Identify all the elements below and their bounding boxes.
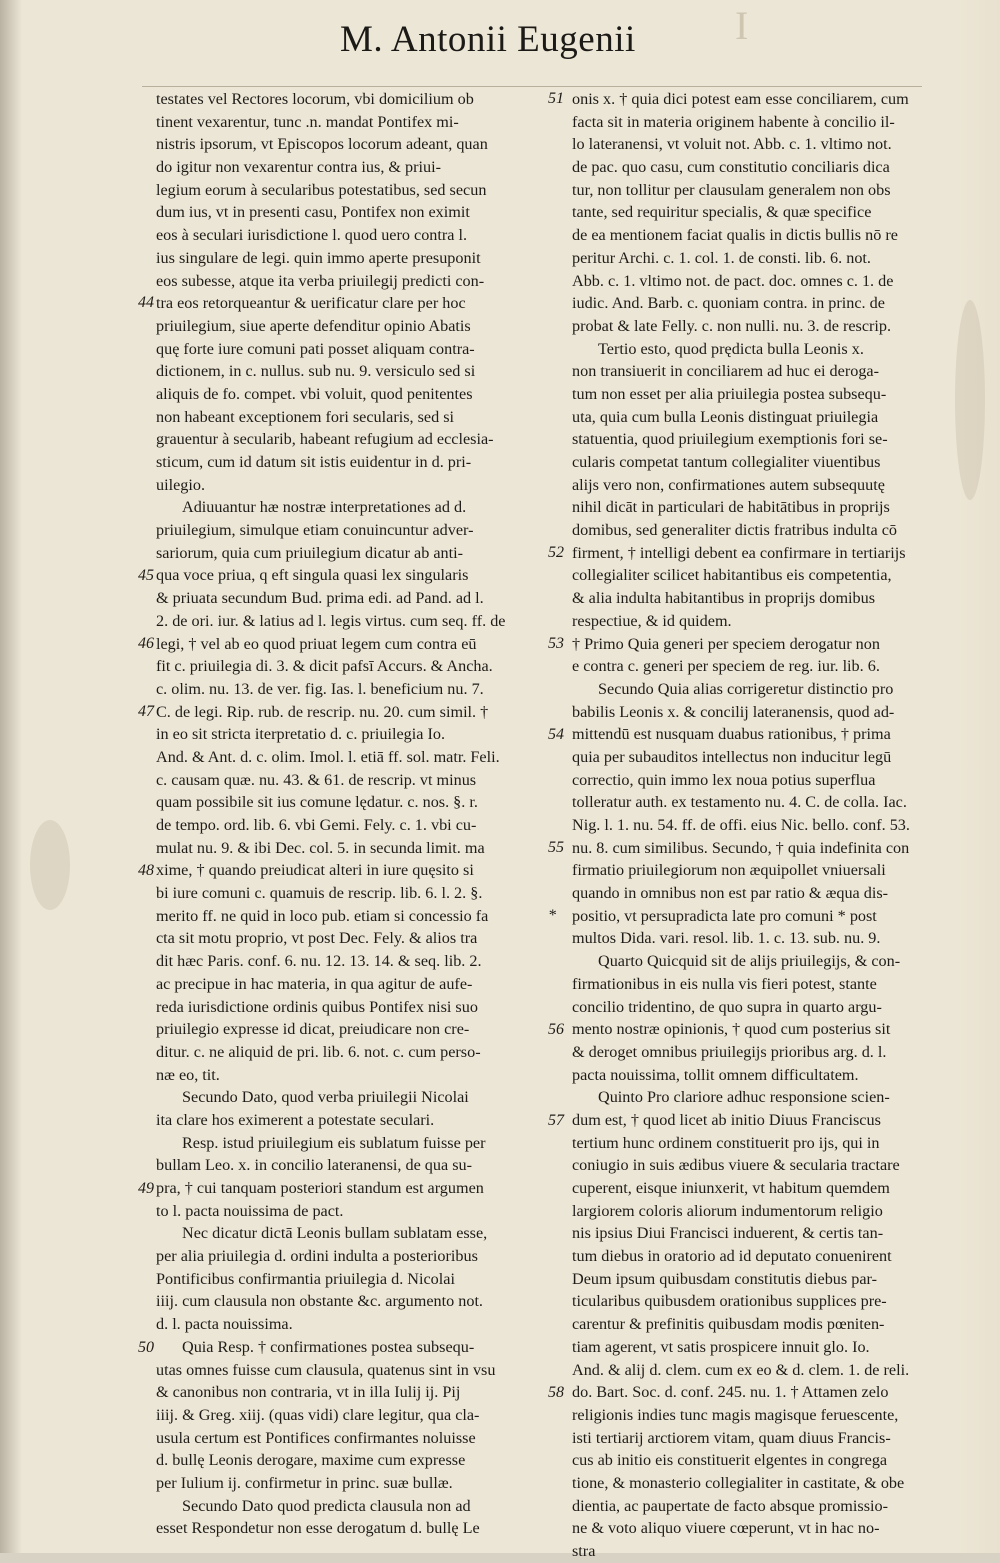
- text-line: tertium hunc ordinem constituerit pro ijs, qui in: [572, 1133, 880, 1152]
- text-line: do. Bart. Soc. d. conf. 245. nu. 1. † Attamen zelo: [572, 1383, 889, 1402]
- text-line: legium eorum à secularibus potestatibus, sed secun: [156, 180, 487, 199]
- margin-note-number: 56: [548, 1020, 564, 1038]
- text-line: fit c. priuilegia di. 3. & dicit pafsī Accurs. & Ancha.: [156, 657, 493, 676]
- text-line: tolleratur auth. ex testamento nu. 4. C. de colla. Iac.: [572, 793, 907, 812]
- text-line: d. bullę Leonis derogare, maxime cum expresse: [156, 1451, 466, 1470]
- text-line: tinent vexarentur, tunc .n. mandat Pontifex mi-: [156, 112, 459, 131]
- text-line: ius singulare de legi. quin immo aperte presuponit: [156, 248, 481, 267]
- gutter-shadow: [0, 0, 22, 1553]
- text-line: ne & voto aliquo viuere cœperunt, vt in hac no-: [572, 1519, 880, 1538]
- text-line: & deroget omnibus priuilegijs prioribus arg. d. l.: [572, 1042, 887, 1061]
- text-line: firment, † intelligi debent ea confirmare in tertiarijs: [572, 543, 906, 562]
- text-line: cus ab initio eis constituerit elgentes in congrega: [572, 1451, 888, 1470]
- text-line: & priuata secundum Bud. prima edi. ad Pand. ad l.: [156, 589, 484, 608]
- text-line: mittendū est nusquam duabus rationibus, † prima: [572, 725, 891, 744]
- margin-note-number: 53: [548, 634, 564, 652]
- text-line: sticum, cum id datum sit istis euidentur in d. pri-: [156, 453, 472, 471]
- text-line: And. & Ant. d. c. olim. Imol. l. etiā ff. sol. matr. Feli.: [156, 747, 500, 766]
- text-line: quando in omnibus non est par ratio & æqua dis-: [572, 884, 889, 903]
- text-line: collegialiter scilicet habitantibus eis competentia,: [572, 566, 892, 585]
- text-line: domibus, sed generaliter dictis fratribus indulta cō: [572, 521, 898, 540]
- text-line: Pontificibus confirmantia priuilegia d. Nicolai: [156, 1269, 455, 1288]
- text-line: & alia indulta habitantibus in proprijs domibus: [572, 589, 876, 608]
- text-line: ac precipue in hac materia, in qua agitur de aufe-: [156, 974, 473, 993]
- text-line: uta, quia cum bulla Leonis distinguat priuilegia: [572, 407, 879, 426]
- text-line: pacta nouissima, tollit omnem difficultatem.: [572, 1065, 859, 1084]
- text-line: dum ius, vt in presenti casu, Pontifex non eximit: [156, 203, 470, 222]
- text-line: dit hæc Paris. conf. 6. nu. 12. 13. 14. & seq. lib. 2.: [156, 952, 482, 971]
- text-line: dictionem, in c. nullus. sub nu. 9. versiculo sed si: [156, 362, 476, 381]
- right-text-column: [572, 88, 934, 1563]
- text-line: legi, † vel ab eo quod priuat legem cum contra eū: [156, 634, 477, 653]
- text-line: priuilegium, siue aperte defenditur opinio Abatis: [156, 316, 471, 335]
- text-line: tione, & monasterio collegialiter in castitate, & obe: [572, 1473, 905, 1492]
- text-line: Quarto Quicquid sit de alijs priuilegijs, & con-: [598, 952, 901, 971]
- text-line: pra, † cui tanquam posteriori standum est argumen: [156, 1179, 484, 1197]
- text-line: tra eos retorqueantur & uerificatur clare per hoc: [156, 294, 466, 313]
- left-text-column: [156, 88, 524, 1540]
- text-line: uilegio.: [156, 475, 206, 494]
- text-line: dientia, ac paupertate de facto absque promissio-: [572, 1496, 888, 1515]
- margin-note-number: 52: [548, 544, 564, 561]
- text-line: nis ipsius Diui Francisci induerent, & certis tan-: [572, 1224, 884, 1243]
- text-line: non transiuerit in conciliarem ad huc ei deroga-: [572, 362, 879, 381]
- text-line: non habeant exceptionem fori secularis, sed si: [156, 407, 455, 426]
- text-line: probat & late Felly. c. non nulli. nu. 3. de rescrip.: [572, 316, 892, 335]
- text-line: xime, † quando preiudicat alteri in iure quęsito si: [156, 861, 474, 880]
- text-line: nu. 8. cum similibus. Secundo, † quia indefinita con: [572, 838, 910, 857]
- text-line: ditur. c. ne aliquid de pri. lib. 6. not. c. cum perso-: [156, 1042, 481, 1061]
- text-line: iiij. cum clausula non obstante &c. argumento not.: [156, 1292, 483, 1311]
- text-line: 2. de ori. iur. & latius ad l. legis virtus. cum seq. ff. de: [156, 611, 506, 630]
- margin-note-number: 54: [548, 725, 564, 743]
- text-line: c. causam quæ. nu. 43. & 61. de rescrip. vt minus: [156, 770, 477, 789]
- text-line: quę forte iure comuni pati posset aliquam contra-: [156, 339, 475, 358]
- text-line: iiij. & Greg. xiij. (quas vidi) clare legitur, qua cla-: [156, 1405, 480, 1424]
- text-line: per alia priuilegia d. ordini indulta a posterioribus: [156, 1247, 478, 1266]
- text-line: bi iure comuni c. quamuis de rescrip. lib. 6. l. 2. §.: [156, 884, 483, 903]
- text-line: tiam agerent, vt satis prospicere innuit glo. Io.: [572, 1337, 870, 1356]
- running-head: M. Antonii Eugenii: [340, 19, 636, 60]
- text-line: nihil dicāt in particulari de habitātibus in proprijs: [572, 498, 890, 517]
- paper-stain: [30, 820, 70, 910]
- text-line: aliquis de fo. compet. vbi voluit, quod penitentes: [156, 384, 473, 403]
- margin-note-number: 55: [548, 839, 564, 857]
- text-line: & canonibus non contraria, vt in illa Iulij ij. Pij: [156, 1383, 461, 1402]
- text-line: Quinto Pro clariore adhuc responsione scien-: [598, 1088, 890, 1107]
- text-line: testates vel Rectores locorum, vbi domicilium ob: [156, 90, 474, 108]
- text-line: nistris ipsorum, vt Episcopos locorum adeant, quan: [156, 135, 488, 154]
- margin-note-number: 48: [138, 861, 154, 879]
- text-line: tur, non tollitur per clausulam generalem non obs: [572, 180, 891, 199]
- text-line: Abb. c. 1. vltimo not. de pact. doc. omnes c. 1. de: [572, 271, 894, 290]
- margin-note-number: 47: [138, 702, 154, 720]
- text-line: cularis competat tantum collegialiter viuentibus: [572, 453, 881, 471]
- bleed-through-text: I: [735, 3, 763, 48]
- text-line: usula certum est Pontifices confirmantes noluisse: [156, 1428, 476, 1447]
- text-line: eos à seculari iurisdictione l. quod uero contra l.: [156, 226, 468, 245]
- text-line: correctio, quin immo lex noua potius superflua: [572, 770, 876, 789]
- text-line: concilio tridentino, de quo supra in quarto argu-: [572, 997, 882, 1016]
- text-line: do igitur non vexarentur contra ius, & priui-: [156, 158, 442, 177]
- text-line: utas omnes fuisse cum clausula, quatenus sint in vsu: [156, 1360, 496, 1379]
- text-line: priuilegium, simulque etiam conuincuntur adver-: [156, 521, 474, 540]
- margin-note-number: *: [548, 907, 556, 925]
- text-line: † Primo Quia generi per speciem derogatur non: [572, 634, 880, 653]
- text-line: c. olim. nu. 13. de ver. fig. Ias. l. beneficium nu. 7.: [156, 679, 484, 698]
- text-line: de pac. quo casu, cum constitutio conciliaris dica: [572, 158, 890, 177]
- margin-note-number: 50: [138, 1338, 154, 1356]
- text-line: peritur Archi. c. 1. col. 1. de consti. lib. 6. not.: [572, 248, 871, 267]
- text-line: tum non esset per alia priuilegia postea subsequ-: [572, 384, 887, 403]
- paper-stain: [955, 300, 985, 500]
- text-line: cuperent, eisque iniunxerit, vt habitum quemdem: [572, 1179, 890, 1197]
- text-line: Secundo Dato quod predicta clausula non ad: [182, 1496, 471, 1515]
- text-line: alijs vero non, confirmationes autem subsequutę: [572, 475, 885, 494]
- margin-note-number: 51: [548, 90, 564, 107]
- text-line: de ea mentionem faciat qualis in dictis bullis nō re: [572, 226, 898, 245]
- text-line: Deum ipsum quibusdam constitutis diebus par-: [572, 1269, 877, 1288]
- text-line: Secundo Quia alias corrigeretur distinctio pro: [598, 679, 894, 698]
- text-line: sariorum, quia cum priuilegium dicatur ab anti-: [156, 543, 464, 562]
- text-line: stra: [572, 1542, 596, 1560]
- text-line: quia per subauditos intellectus non inducitur legū: [572, 747, 892, 766]
- header-rule: [142, 86, 922, 87]
- margin-note-number: 46: [138, 634, 154, 652]
- text-line: reda iurisdictione ordinis quibus Pontifex nisi suo: [156, 997, 478, 1016]
- text-line: cta sit motu proprio, vt post Dec. Fely. & alios tra: [156, 929, 478, 948]
- text-line: qua voce priua, q eft singula quasi lex singularis: [156, 566, 469, 585]
- text-line: mulat nu. 9. & ibi Dec. col. 5. in secunda limit. ma: [156, 838, 485, 857]
- text-line: respectiue, & id quidem.: [572, 611, 732, 630]
- text-line: coniugio in suis ædibus viuere & secularia tractare: [572, 1156, 900, 1175]
- text-line: merito ff. ne quid in loco pub. etiam si concessio fa: [156, 906, 489, 925]
- margin-note-number: 58: [548, 1383, 564, 1401]
- text-line: tum diebus in oratorio ad id deputato conuenirent: [572, 1247, 892, 1266]
- text-line: to l. pacta nouissima de pact.: [156, 1201, 344, 1220]
- text-line: carentur & prefinitis quibusdam modis pœniten-: [572, 1315, 885, 1334]
- text-line: facta sit in materia originem habente à concilio il-: [572, 112, 895, 131]
- text-line: Resp. istud priuilegium eis sublatum fuisse per: [182, 1133, 486, 1152]
- text-line: næ eo, tit.: [156, 1065, 220, 1084]
- margin-note-number: 57: [548, 1111, 564, 1129]
- text-line: ita clare hos eximerent a potestate seculari.: [156, 1110, 435, 1129]
- text-line: tante, sed requiritur specialis, & quæ specifice: [572, 203, 872, 222]
- text-line: multos Dida. vari. resol. lib. 1. c. 13. sub. nu. 9.: [572, 929, 881, 948]
- text-line: Adiuuantur hæ nostræ interpretationes ad d.: [182, 498, 467, 517]
- text-line: mento nostræ opinionis, † quod cum posterius sit: [572, 1020, 891, 1039]
- text-line: firmationibus in eis nulla vis fieri potest, stante: [572, 974, 877, 993]
- margin-note-number: 45: [138, 566, 154, 584]
- text-line: Quia Resp. † confirmationes postea subsequ-: [182, 1337, 475, 1356]
- text-line: firmatio priuilegiorum non æquipollet vniuersali: [572, 861, 886, 880]
- text-line: largiorem coloris aliorum indumentorum religio: [572, 1201, 883, 1220]
- text-line: d. l. pacta nouissima.: [156, 1315, 293, 1334]
- text-line: dum est, † quod licet ab initio Diuus Franciscus: [572, 1110, 881, 1129]
- page-edge: [955, 0, 1000, 1553]
- text-line: in eo sit stricta iterpretatio d. c. priuilegia Io.: [156, 725, 446, 744]
- text-line: And. & alij d. clem. cum ex eo & d. clem. 1. de reli.: [572, 1360, 910, 1379]
- margin-note-number: 49: [138, 1179, 154, 1197]
- text-line: Secundo Dato, quod verba priuilegii Nicolai: [182, 1088, 469, 1107]
- text-line: priuilegio expresse id dicat, preiudicare non cre-: [156, 1020, 470, 1039]
- text-line: positio, vt persupradicta late pro comuni * post: [572, 906, 877, 925]
- text-line: per Iulium ij. confirmetur in princ. suæ bullæ.: [156, 1473, 453, 1492]
- text-line: esset Respondetur non esse derogatum d. bullę Le: [156, 1519, 480, 1538]
- text-line: babilis Leonis x. & concilij lateranensis, quod ad-: [572, 702, 895, 721]
- text-line: Nig. l. 1. nu. 54. ff. de offi. eius Nic. bello. conf. 53.: [572, 816, 910, 834]
- text-line: quam possibile sit ius comune lędatur. c. nos. §. r.: [156, 793, 478, 812]
- text-line: iudic. And. Barb. c. quoniam contra. in princ. de: [572, 294, 885, 313]
- text-line: C. de legi. Rip. rub. de rescrip. nu. 20. cum simil. †: [156, 702, 489, 721]
- text-line: ticularibus quibusdem orationibus supplices pre-: [572, 1292, 887, 1311]
- text-line: onis x. † quia dici potest eam esse conciliarem, cum: [572, 90, 909, 108]
- text-line: lo lateranensi, vt voluit not. Abb. c. 1. vltimo not.: [572, 135, 892, 154]
- text-line: bullam Leo. x. in concilio lateranensi, de qua su-: [156, 1156, 473, 1175]
- text-line: eos subesse, atque ita verba priuilegij predicti con-: [156, 271, 485, 290]
- text-line: grauentur à secularib, habeant refugium ad ecclesia-: [156, 430, 494, 449]
- text-line: Tertio esto, quod prędicta bulla Leonis x.: [598, 339, 864, 358]
- text-line: isti tertiarij arctiorem vitam, quam diuus Francis-: [572, 1428, 891, 1447]
- margin-note-number: 44: [138, 294, 154, 312]
- text-line: statuentia, quod priuilegium exemptionis fori se-: [572, 430, 888, 449]
- text-line: Nec dicatur dictā Leonis bullam sublatam esse,: [182, 1224, 488, 1243]
- text-line: e contra c. generi per speciem de reg. iur. lib. 6.: [572, 657, 880, 676]
- text-line: religionis indies tunc magis magisque feruescente,: [572, 1405, 899, 1424]
- text-line: de tempo. ord. lib. 6. vbi Gemi. Fely. c. 1. vbi cu-: [156, 816, 477, 834]
